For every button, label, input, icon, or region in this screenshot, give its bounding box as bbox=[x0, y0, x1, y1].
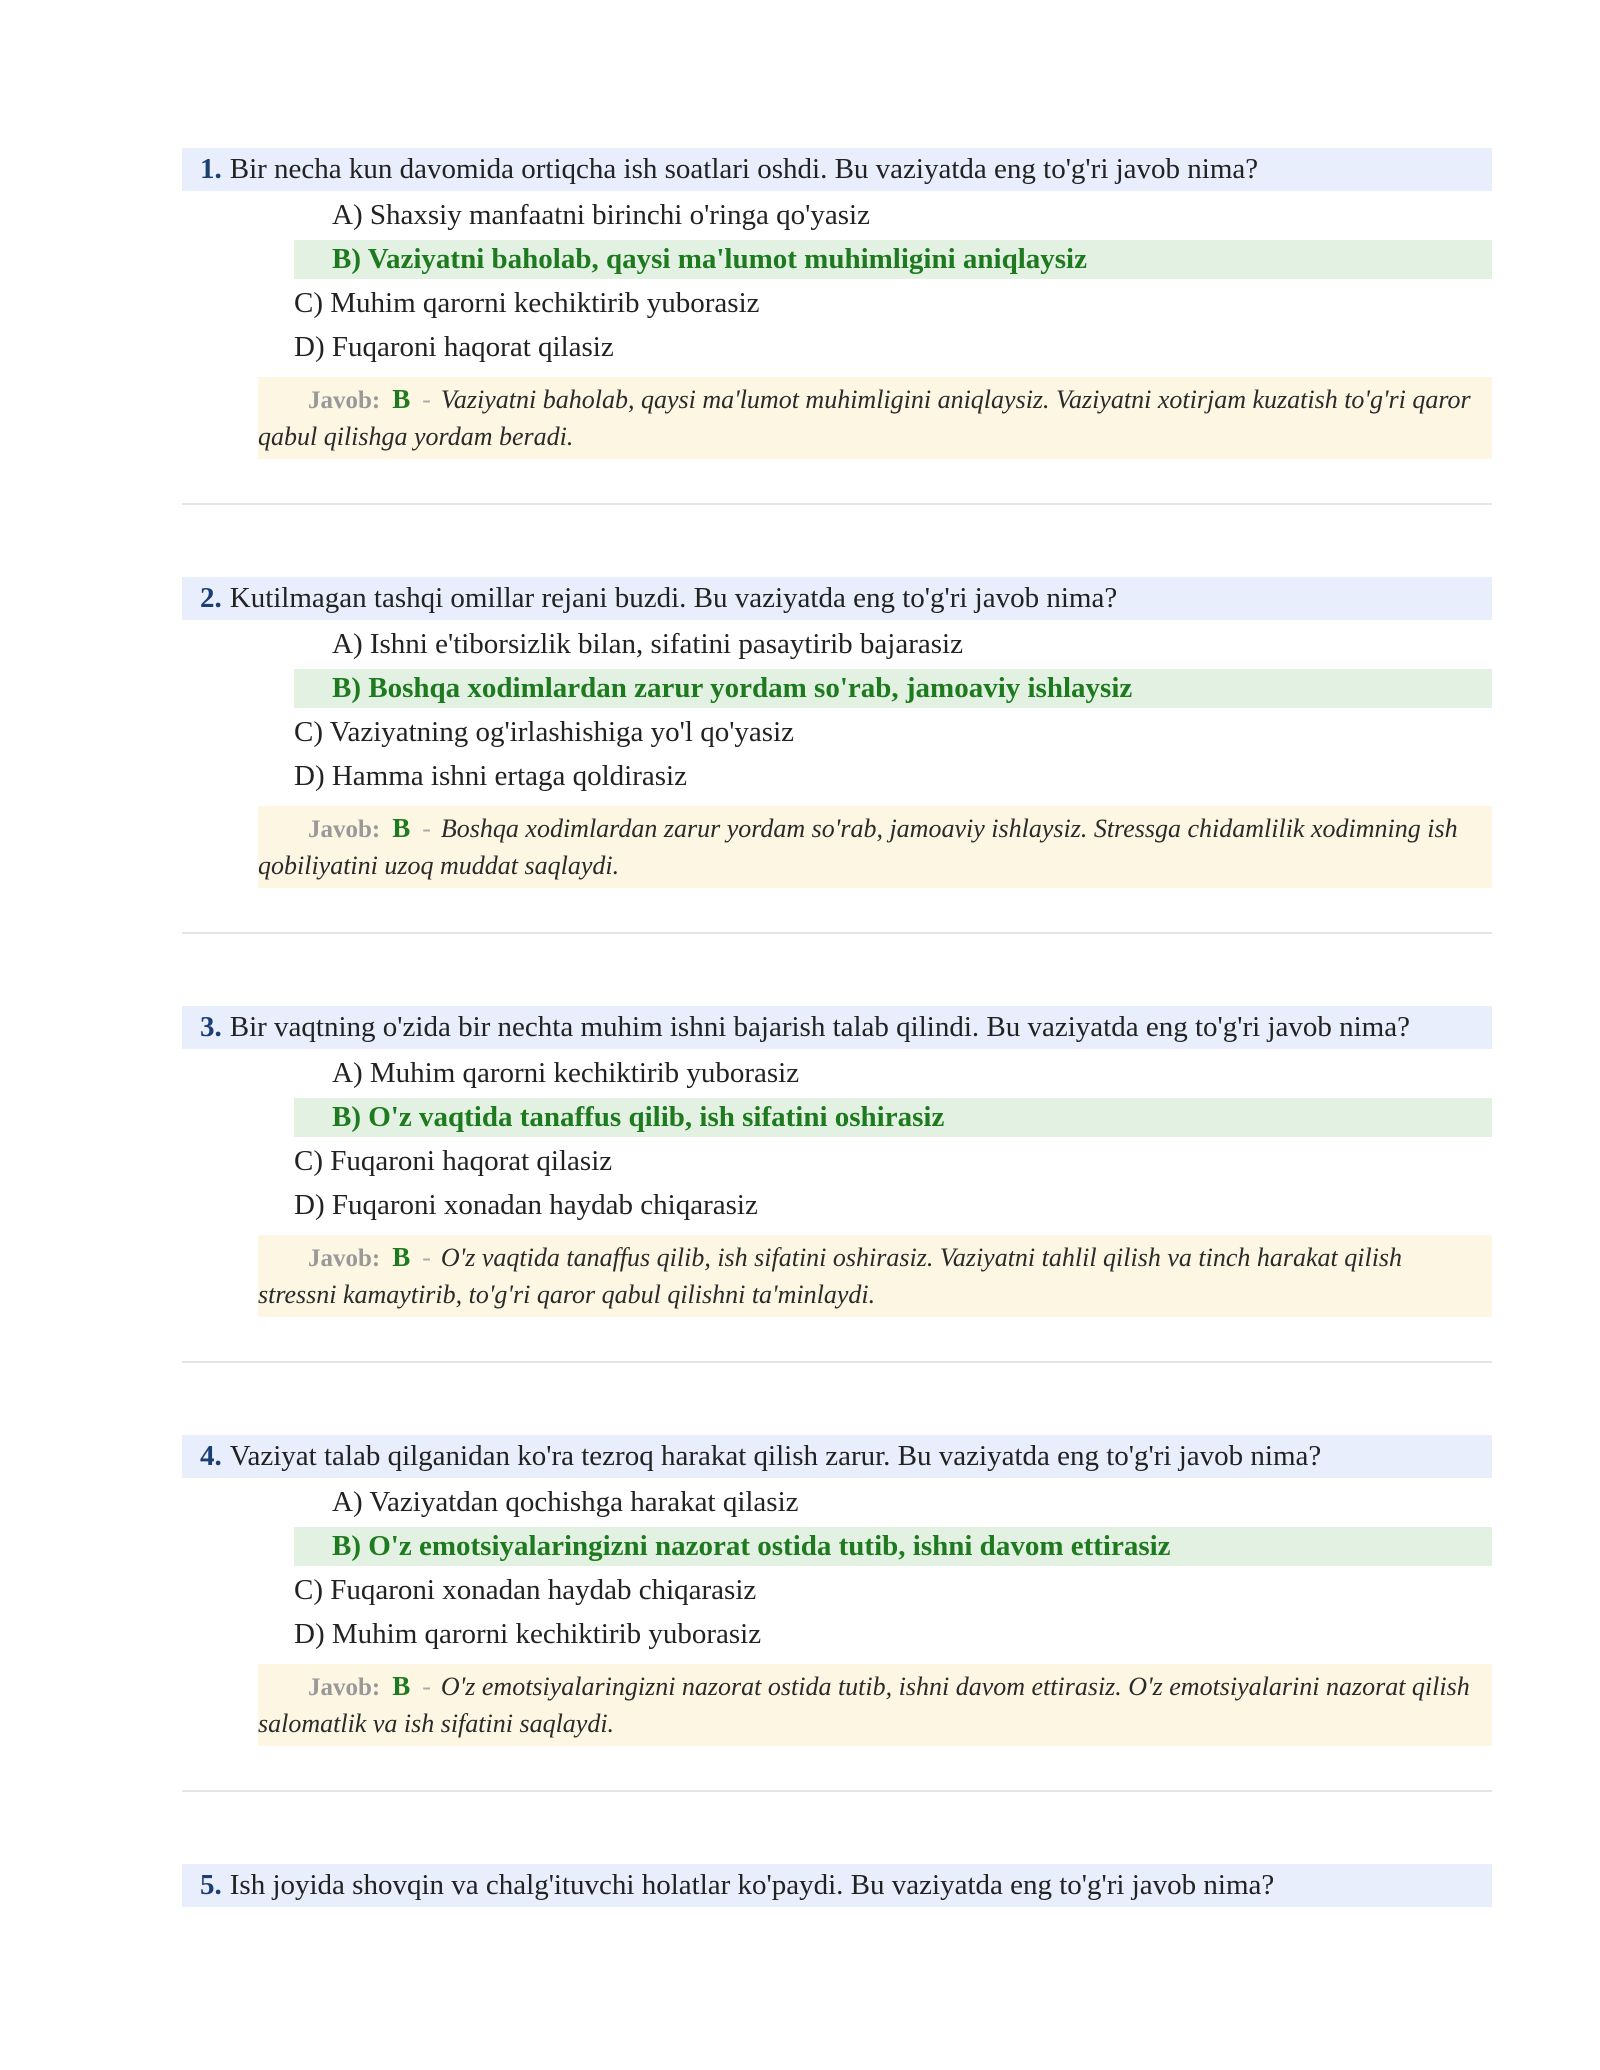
answer-letter: B bbox=[392, 1242, 411, 1272]
option-a: A) Vaziyatdan qochishga harakat qilasiz bbox=[332, 1486, 799, 1518]
question-block bbox=[182, 577, 1492, 934]
option-a: A) Shaxsiy manfaatni birinchi o'ringa qo'yasiz bbox=[332, 199, 870, 231]
question-number: 1. bbox=[200, 153, 222, 185]
option-a: A) Muhim qarorni kechiktirib yuborasiz bbox=[332, 1057, 800, 1089]
question-block bbox=[182, 1864, 1492, 1907]
answer-label: Javob: bbox=[308, 816, 381, 843]
option-b-correct: B) O'z emotsiyalaringizni nazorat ostida tutib, ishni davom ettirasiz bbox=[294, 1527, 1492, 1566]
question-label: Ish joyida shovqin va chalg'ituvchi holatlar ko'paydi. Bu vaziyatda eng to'g'ri javob nima? bbox=[229, 1869, 1275, 1901]
question-label: Kutilmagan tashqi omillar rejani buzdi. Bu vaziyatda eng to'g'ri javob nima? bbox=[229, 582, 1118, 614]
question-number: 4. bbox=[200, 1440, 222, 1472]
answer-box bbox=[258, 1235, 1492, 1317]
quiz-page bbox=[182, 148, 1492, 1907]
question-text bbox=[182, 148, 1492, 191]
option-d: D) Muhim qarorni kechiktirib yuborasiz bbox=[294, 1618, 762, 1650]
question-text bbox=[182, 1864, 1492, 1907]
option-d: D) Hamma ishni ertaga qoldirasiz bbox=[294, 760, 687, 792]
answer-box bbox=[258, 806, 1492, 888]
answer-explanation: O'z emotsiyalaringizni nazorat ostida tutib, ishni davom ettirasiz. O'z emotsiyalarini nazorat qilish salomatlik va ish sifatini saqlaydi. bbox=[258, 1672, 1470, 1738]
question-text bbox=[182, 577, 1492, 620]
answer-label: Javob: bbox=[308, 1674, 381, 1701]
answer-dash: - bbox=[422, 1243, 431, 1272]
answer-letter: B bbox=[392, 813, 411, 843]
answer-dash: - bbox=[422, 385, 431, 414]
answer-box bbox=[258, 377, 1492, 459]
answer-label: Javob: bbox=[308, 1245, 381, 1272]
divider bbox=[182, 1361, 1492, 1363]
option-c: C) Fuqaroni haqorat qilasiz bbox=[294, 1145, 613, 1177]
option-b-correct: B) O'z vaqtida tanaffus qilib, ish sifatini oshirasiz bbox=[294, 1098, 1492, 1137]
answer-letter: B bbox=[392, 384, 411, 414]
question-number: 5. bbox=[200, 1869, 222, 1901]
question-block bbox=[182, 1006, 1492, 1363]
answer-explanation: Vaziyatni baholab, qaysi ma'lumot muhimligini aniqlaysiz. Vaziyatni xotirjam kuzatish to'g'ri qaror qabul qilishga yordam beradi. bbox=[258, 385, 1471, 451]
question-number: 3. bbox=[200, 1011, 222, 1043]
answer-box bbox=[258, 1664, 1492, 1746]
option-c: C) Fuqaroni xonadan haydab chiqarasiz bbox=[294, 1574, 757, 1606]
question-label: Bir vaqtning o'zida bir nechta muhim ishni bajarish talab qilindi. Bu vaziyatda eng to'g'ri javob nima? bbox=[229, 1011, 1410, 1043]
divider bbox=[182, 503, 1492, 505]
option-c: C) Muhim qarorni kechiktirib yuborasiz bbox=[294, 287, 760, 319]
question-text bbox=[182, 1435, 1492, 1478]
answer-explanation: O'z vaqtida tanaffus qilib, ish sifatini oshirasiz. Vaziyatni tahlil qilish va tinch harakat qilish stressni kamaytirib, to'g'ri qaror qabul qilishni ta'minlaydi. bbox=[258, 1243, 1403, 1309]
option-b-correct: B) Boshqa xodimlardan zarur yordam so'rab, jamoaviy ishlaysiz bbox=[294, 669, 1492, 708]
option-b-correct: B) Vaziyatni baholab, qaysi ma'lumot muhimligini aniqlaysiz bbox=[294, 240, 1492, 279]
option-d: D) Fuqaroni xonadan haydab chiqarasiz bbox=[294, 1189, 758, 1221]
answer-explanation: Boshqa xodimlardan zarur yordam so'rab, jamoaviy ishlaysiz. Stressga chidamlilik xodimning ish qobiliyatini uzoq muddat saqlaydi. bbox=[258, 814, 1458, 880]
question-text bbox=[182, 1006, 1492, 1049]
option-a: A) Ishni e'tiborsizlik bilan, sifatini pasaytirib bajarasiz bbox=[332, 628, 963, 660]
question-number: 2. bbox=[200, 582, 222, 614]
question-label: Bir necha kun davomida ortiqcha ish soatlari oshdi. Bu vaziyatda eng to'g'ri javob nima? bbox=[229, 153, 1259, 185]
question-block bbox=[182, 148, 1492, 505]
question-label: Vaziyat talab qilganidan ko'ra tezroq harakat qilish zarur. Bu vaziyatda eng to'g'ri javob nima? bbox=[229, 1440, 1322, 1472]
divider bbox=[182, 1790, 1492, 1792]
answer-dash: - bbox=[422, 814, 431, 843]
divider bbox=[182, 932, 1492, 934]
question-block bbox=[182, 1435, 1492, 1792]
answer-letter: B bbox=[392, 1671, 411, 1701]
option-c: C) Vaziyatning og'irlashishiga yo'l qo'yasiz bbox=[294, 716, 795, 748]
option-d: D) Fuqaroni haqorat qilasiz bbox=[294, 331, 614, 363]
answer-label: Javob: bbox=[308, 387, 381, 414]
answer-dash: - bbox=[422, 1672, 431, 1701]
